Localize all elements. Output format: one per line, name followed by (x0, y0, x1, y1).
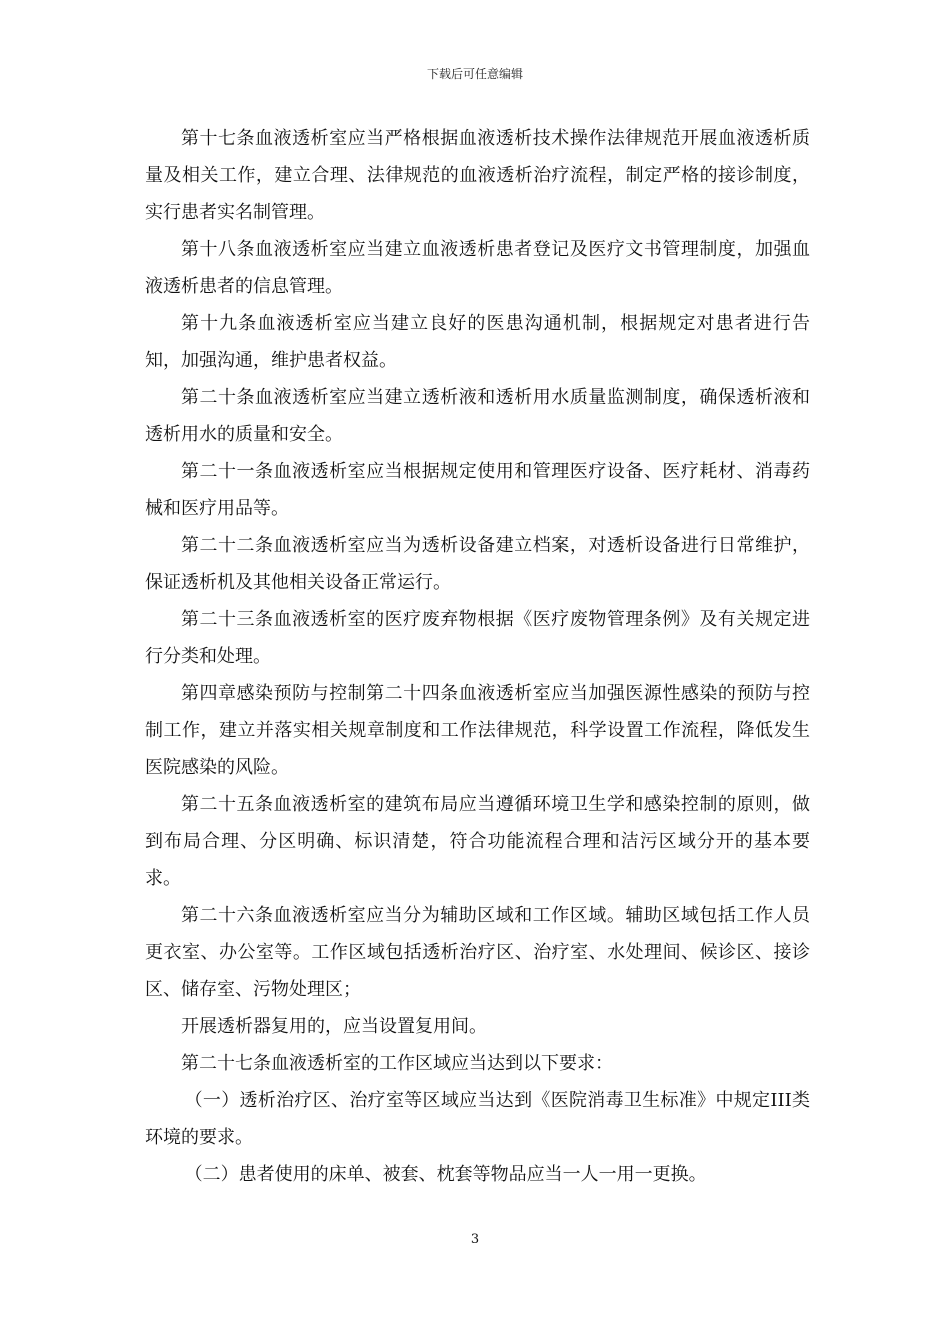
paragraph-reuse-room: 开展透析器复用的，应当设置复用间。 (181, 1016, 487, 1037)
paragraph-item-2: （二）患者使用的床单、被套、枕套等物品应当一人一用一更换。 (184, 1164, 707, 1185)
paragraph-article-19: 第十九条血液透析室应当建立良好的医患沟通机制，根据规定对患者进行告知，加强沟通，维护患者权益。 (145, 313, 810, 371)
paragraph-article-23: 第二十三条血液透析室的医疗废弃物根据《医疗废物管理条例》及有关规定进行分类和处理。 (145, 609, 810, 667)
paragraph-article-27: 第二十七条血液透析室的工作区域应当达到以下要求： (181, 1053, 613, 1074)
document-body (145, 120, 810, 1193)
page-header: 下载后可任意编辑 (426, 67, 523, 81)
paragraph-article-26: 第二十六条血液透析室应当分为辅助区域和工作区域。辅助区域包括工作人员更衣室、办公室等。工作区域包括透析治疗区、治疗室、水处理间、候诊区、接诊区、储存室、污物处理区； (145, 905, 810, 1000)
paragraph-article-20: 第二十条血液透析室应当建立透析液和透析用水质量监测制度，确保透析液和透析用水的质量和安全。 (145, 387, 810, 445)
paragraph-article-17: 第十七条血液透析室应当严格根据血液透析技术操作法律规范开展血液透析质量及相关工作，建立合理、法律规范的血液透析治疗流程，制定严格的接诊制度，实行患者实名制管理。 (145, 128, 810, 223)
paragraph-article-25: 第二十五条血液透析室的建筑布局应当遵循环境卫生学和感染控制的原则，做到布局合理、分区明确、标识清楚，符合功能流程合理和洁污区域分开的基本要求。 (145, 794, 810, 889)
paragraph-article-22: 第二十二条血液透析室应当为透析设备建立档案，对透析设备进行日常维护，保证透析机及其他相关设备正常运行。 (145, 535, 810, 593)
paragraph-item-1: （一）透析治疗区、治疗室等区域应当达到《医院消毒卫生标准》中规定III类环境的要求。 (145, 1090, 810, 1148)
page-number: 3 (470, 1232, 480, 1247)
paragraph-article-18: 第十八条血液透析室应当建立血液透析患者登记及医疗文书管理制度，加强血液透析患者的信息管理。 (145, 239, 810, 297)
paragraph-chapter-4-article-24: 第四章感染预防与控制第二十四条血液透析室应当加强医源性感染的预防与控制工作，建立并落实相关规章制度和工作法律规范，科学设置工作流程，降低发生医院感染的风险。 (145, 683, 810, 778)
paragraph-article-21: 第二十一条血液透析室应当根据规定使用和管理医疗设备、医疗耗材、消毒药械和医疗用品等。 (145, 461, 810, 519)
